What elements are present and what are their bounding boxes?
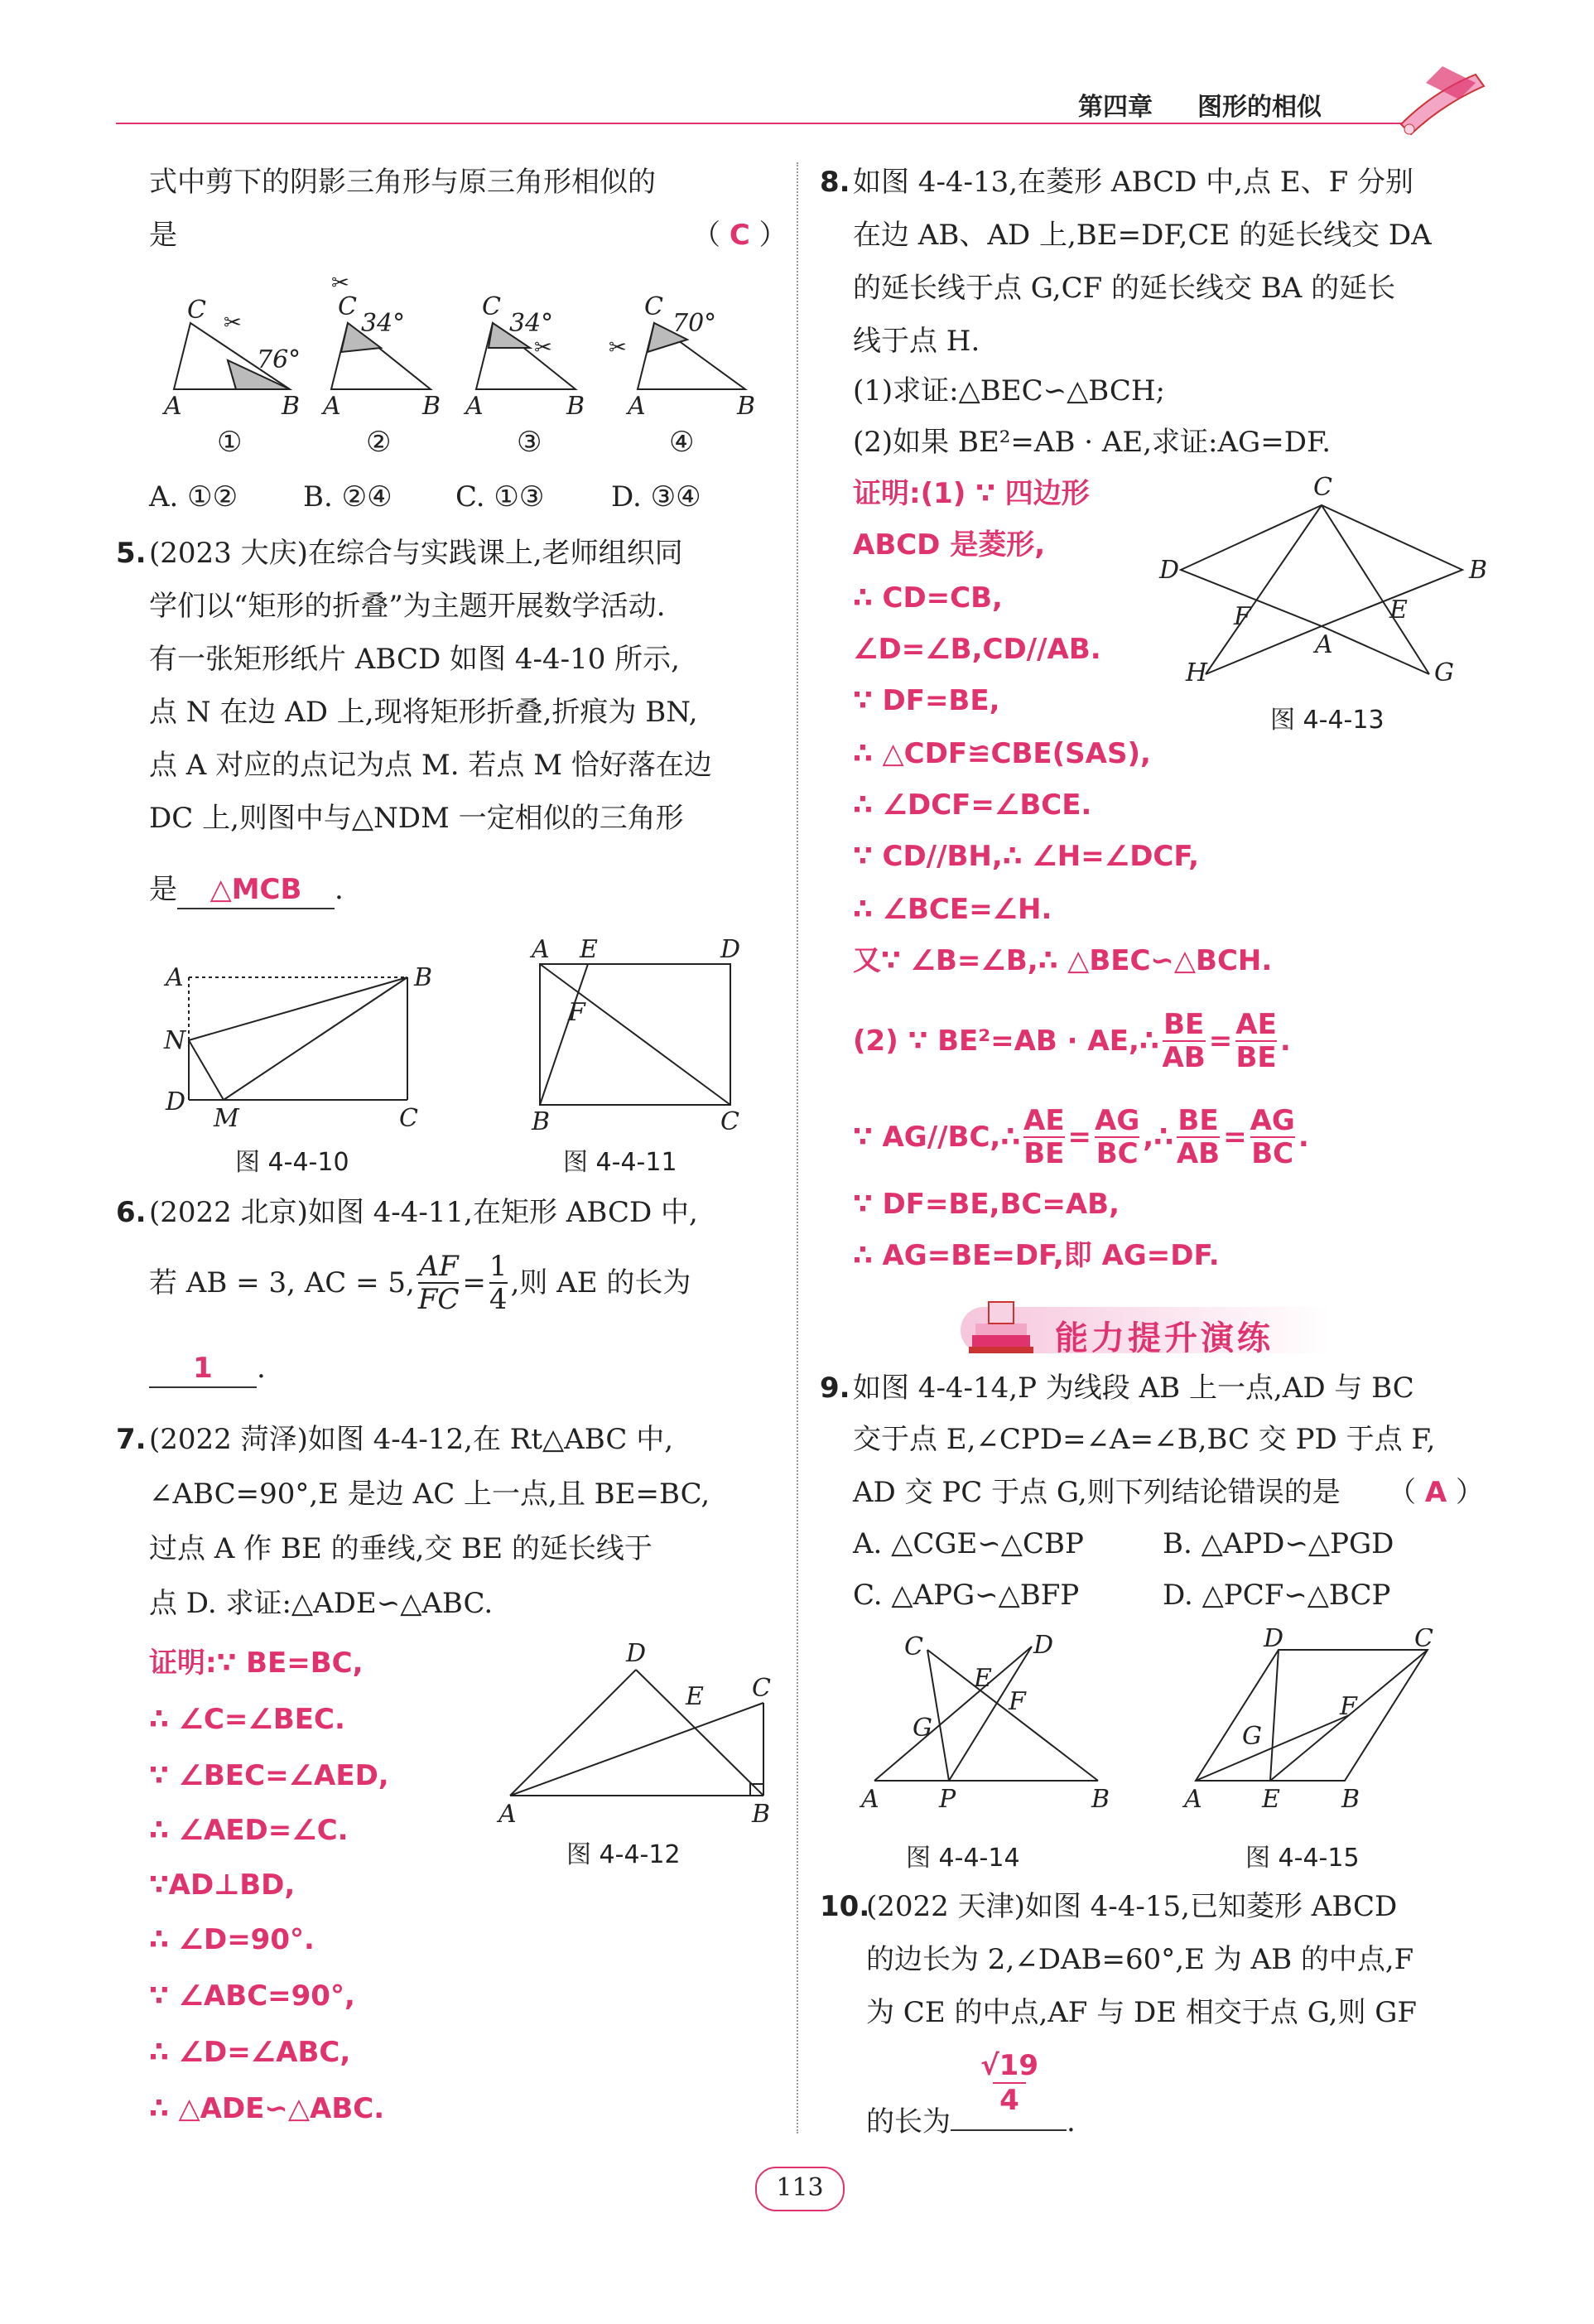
q7-line-1: (2022 菏泽)如图 4-4-12,在 Rt△ABC 中, xyxy=(149,1423,674,1456)
svg-text:B: B xyxy=(1091,1785,1110,1814)
svg-text:G: G xyxy=(1242,1722,1262,1751)
q7-proof-9: ∴ △ADE∽△ABC. xyxy=(149,2092,385,2125)
fig-4-4-14-caption: 图 4-4-14 xyxy=(906,1844,1020,1873)
book-stack-icon xyxy=(964,1297,1038,1360)
q10-pre: 的长为 xyxy=(866,2105,951,2138)
svg-text:B: B xyxy=(414,963,433,992)
q8-proof-7: ∴ ∠DCF=∠BCE. xyxy=(853,788,1092,822)
q4-fig-label-1: ① xyxy=(217,426,243,459)
svg-text:M: M xyxy=(214,1104,239,1131)
q8-p3-f2n: AG xyxy=(1095,1104,1140,1137)
fig-4-4-10-caption: 图 4-4-10 xyxy=(235,1148,349,1177)
svg-text:B: B xyxy=(422,392,441,421)
svg-text:F: F xyxy=(1234,602,1251,631)
q9-line-3: AD 交 PC 于点 G,则下列结论错误的是 xyxy=(853,1476,1341,1509)
svg-text:A: A xyxy=(498,1800,517,1829)
q7-proof-3: ∵ ∠BEC=∠AED, xyxy=(149,1759,389,1792)
q8-proof-2: ABCD 是菱形, xyxy=(853,528,1046,562)
svg-text:F: F xyxy=(568,998,585,1027)
q8-p3-frac1 xyxy=(1023,1105,1065,1169)
q8-proof-part2-d: ∴ AG=BE=DF,即 AG=DF. xyxy=(853,1239,1220,1272)
q4-option-c: C. ①③ xyxy=(455,480,545,513)
q8-proof-5: ∵ DF=BE, xyxy=(853,684,1000,717)
q8-proof-3: ∴ CD=CB, xyxy=(853,581,1003,615)
q8-p3-frac2 xyxy=(1095,1105,1139,1169)
q6-post: . xyxy=(257,1352,266,1385)
q8-proof-9: ∴ ∠BCE=∠H. xyxy=(853,893,1052,926)
svg-text:F: F xyxy=(1340,1692,1357,1721)
q8-proof-part2-c: ∵ DF=BE,BC=AB, xyxy=(853,1188,1120,1221)
svg-text:D: D xyxy=(1159,556,1180,585)
q5-line-4: 点 N 在边 AD 上,现将矩形折叠,折痕为 BN, xyxy=(149,696,698,729)
svg-text:E: E xyxy=(974,1664,992,1693)
q8-p2-frac2 xyxy=(1235,1009,1277,1073)
svg-text:C: C xyxy=(399,1104,418,1131)
q10-line-1: (2022 天津)如图 4-4-15,已知菱形 ABCD xyxy=(866,1890,1398,1923)
q8-p3-f4n: AG xyxy=(1250,1104,1295,1137)
q8-line-1: 如图 4-4-13,在菱形 ABCD 中,点 E、F 分别 xyxy=(853,166,1414,199)
q8-number: 8. xyxy=(820,166,850,199)
q9-option-a: A. △CGE∽△CBP xyxy=(853,1527,1084,1560)
svg-text:B: B xyxy=(737,392,756,421)
svg-text:C: C xyxy=(482,292,501,321)
scissors-icon: ✂ xyxy=(331,271,349,296)
q8-p3-f3n: BE xyxy=(1177,1104,1219,1137)
q7-proof-2: ∴ ∠C=∠BEC. xyxy=(149,1703,345,1736)
q8-sub-1: (1)求证:△BEC∽△BCH; xyxy=(853,374,1165,407)
q5-line-3: 有一张矩形纸片 ABCD 如图 4-4-10 所示, xyxy=(149,643,680,676)
svg-text:A: A xyxy=(1184,1785,1202,1814)
svg-text:D: D xyxy=(166,1087,186,1116)
q8-p2-post: . xyxy=(1279,1025,1291,1058)
svg-text:A: A xyxy=(166,963,184,992)
q6-eq: = xyxy=(462,1266,486,1299)
q5-line-2: 学们以“矩形的折叠”为主题开展数学活动. xyxy=(149,590,666,623)
svg-text:E: E xyxy=(580,935,598,964)
q8-line-3: 的延长线于点 G,CF 的延长线交 BA 的延长 xyxy=(853,272,1396,305)
svg-text:F: F xyxy=(1009,1687,1026,1716)
q6-frac2-num: 1 xyxy=(489,1250,508,1283)
q8-sub-2: (2)如果 BE²=AB · AE,求证:AG=DF. xyxy=(853,426,1332,459)
svg-text:B: B xyxy=(1469,556,1487,585)
q6-line-1: (2022 北京)如图 4-4-11,在矩形 ABCD 中, xyxy=(149,1196,698,1229)
q7-line-4: 点 D. 求证:△ADE∽△ABC. xyxy=(149,1587,494,1620)
scissors-icon: ✂ xyxy=(609,335,627,360)
svg-text:C: C xyxy=(752,1674,771,1703)
svg-text:D: D xyxy=(626,1639,647,1668)
q4-option-d: D. ③④ xyxy=(611,480,701,513)
q4-fig4 xyxy=(625,292,755,421)
q8-line-2: 在边 AB、AD 上,BE=DF,CE 的延长线交 DA xyxy=(853,219,1432,252)
q10-answer xyxy=(980,2049,1038,2117)
q8-p2-f2d: BE xyxy=(1235,1041,1277,1074)
q5-number: 5. xyxy=(116,537,147,570)
svg-text:A: A xyxy=(532,935,550,964)
svg-text:C: C xyxy=(644,292,663,321)
q6-line-2a: 若 AB = 3, AC = 5, xyxy=(149,1266,415,1299)
q9-option-c: C. △APG∽△BFP xyxy=(853,1579,1080,1612)
svg-text:C: C xyxy=(1414,1628,1433,1653)
fig-4-4-15 xyxy=(1179,1628,1452,1819)
q4-fig3 xyxy=(463,292,585,421)
page-number-badge xyxy=(755,2167,845,2211)
q8-proof-part2-b xyxy=(853,1105,1309,1169)
q5-line-6: DC 上,则图中与△NDM 一定相似的三角形 xyxy=(149,802,684,835)
q7-proof-6: ∴ ∠D=90°. xyxy=(149,1923,315,1956)
svg-text:G: G xyxy=(1434,658,1454,687)
svg-text:B: B xyxy=(752,1800,771,1829)
q6-frac2-den: 4 xyxy=(489,1283,508,1316)
svg-text:H: H xyxy=(1185,658,1207,687)
q4-option-b: B. ②④ xyxy=(303,480,392,513)
q8-p3-f3d: AB xyxy=(1176,1137,1221,1170)
q7-line-2: ∠ABC=90°,E 是边 AC 上一点,且 BE=BC, xyxy=(149,1478,710,1511)
q8-p3-f1n: AE xyxy=(1023,1104,1065,1137)
page-number: 113 xyxy=(776,2173,824,2202)
fig-4-4-12-caption: 图 4-4-12 xyxy=(566,1840,681,1869)
svg-text:A: A xyxy=(861,1785,879,1814)
q10-number: 10. xyxy=(820,1890,870,1923)
svg-text:A: A xyxy=(628,392,646,421)
svg-text:A: A xyxy=(1315,630,1333,659)
q8-p3-f4d: BC xyxy=(1251,1137,1294,1170)
svg-text:D: D xyxy=(1033,1631,1054,1660)
q8-p2-pre: (2) ∵ BE²=AB · AE,∴ xyxy=(853,1025,1159,1058)
q9-number: 9. xyxy=(820,1372,850,1405)
svg-text:B: B xyxy=(282,392,301,421)
q5-answer-line xyxy=(149,871,344,909)
q8-p2-f2n: AE xyxy=(1235,1008,1277,1041)
svg-text:B: B xyxy=(532,1107,551,1133)
q8-p3-eq2: = xyxy=(1223,1121,1247,1154)
q8-proof-6: ∴ △CDF≌CBE(SAS), xyxy=(853,737,1151,770)
q8-p2-frac1 xyxy=(1163,1009,1206,1073)
q8-p3-f1d: BE xyxy=(1023,1137,1065,1170)
header-rule xyxy=(116,123,1424,124)
q9-answer-bracket: （ A ） xyxy=(1388,1476,1484,1509)
svg-text:E: E xyxy=(686,1682,704,1711)
fig-4-4-15-caption: 图 4-4-15 xyxy=(1245,1844,1360,1873)
q6-answer-line xyxy=(149,1350,266,1388)
q7-proof-4: ∴ ∠AED=∠C. xyxy=(149,1814,349,1847)
q8-p3-f2d: BC xyxy=(1096,1137,1139,1170)
q10-answer-line xyxy=(866,2104,1076,2140)
svg-text:A: A xyxy=(465,392,484,421)
column-divider xyxy=(797,162,798,2134)
svg-text:E: E xyxy=(1262,1785,1280,1814)
svg-text:B: B xyxy=(566,392,585,421)
fig-4-4-11-caption: 图 4-4-11 xyxy=(563,1148,677,1177)
q6-line-2b: ,则 AE 的长为 xyxy=(510,1266,691,1299)
q10-post: . xyxy=(1067,2105,1076,2138)
q4-fig2 xyxy=(320,292,441,421)
q10-line-3: 为 CE 的中点,AF 与 DE 相交于点 G,则 GF xyxy=(866,1996,1418,2029)
q4-fig-label-3: ③ xyxy=(517,426,542,459)
q4-angle-4: 70° xyxy=(672,309,717,338)
q8-p2-f1d: AB xyxy=(1162,1041,1206,1074)
svg-text:E: E xyxy=(1389,595,1408,624)
q5-pre: 是 xyxy=(149,873,177,906)
fig-4-4-13-caption: 图 4-4-13 xyxy=(1270,706,1385,735)
fig-4-4-10 xyxy=(157,957,439,1131)
q9-line-2: 交于点 E,∠CPD=∠A=∠B,BC 交 PD 于点 F, xyxy=(853,1423,1436,1456)
q4-text-line2: 是 xyxy=(149,219,177,252)
svg-text:A: A xyxy=(323,392,341,421)
scissors-icon: ✂ xyxy=(534,335,552,360)
q4-text-line1: 式中剪下的阴影三角形与原三角形相似的 xyxy=(149,166,656,199)
q7-line-3: 过点 A 作 BE 的垂线,交 BE 的延长线于 xyxy=(149,1532,653,1565)
svg-text:C: C xyxy=(338,292,357,321)
svg-text:C: C xyxy=(1313,473,1332,502)
pencil-book-icon xyxy=(1385,58,1492,141)
q5-line-1: (2023 大庆)在综合与实践课上,老师组织同 xyxy=(149,537,683,570)
q6-fraction-1-4 xyxy=(489,1251,508,1315)
q7-proof-1: 证明:∵ BE=BC, xyxy=(149,1647,364,1680)
svg-text:N: N xyxy=(164,1026,186,1055)
fig-4-4-13 xyxy=(1156,467,1487,707)
q10-answer-num: √19 xyxy=(980,2049,1038,2082)
q8-p3-pre: ∵ AG//BC,∴ xyxy=(853,1121,1020,1154)
q8-p3-frac4 xyxy=(1250,1105,1295,1169)
q4-fig-label-2: ② xyxy=(366,426,392,459)
header-title: 图形的相似 xyxy=(1197,93,1322,122)
header-chapter: 第四章 xyxy=(1078,93,1153,122)
q7-proof-7: ∵ ∠ABC=90°, xyxy=(149,1979,355,2013)
section-banner-title: 能力提升演练 xyxy=(1055,1319,1274,1357)
q8-proof-4: ∠D=∠B,CD//AB. xyxy=(853,633,1101,666)
fig-4-4-12 xyxy=(494,1637,783,1835)
q8-proof-part2-a xyxy=(853,1009,1291,1073)
svg-text:C: C xyxy=(720,1107,739,1133)
svg-text:D: D xyxy=(720,935,741,964)
svg-text:C: C xyxy=(904,1632,923,1661)
q4-angle-2: 34° xyxy=(361,309,406,338)
q4-answer-bracket: （ C ） xyxy=(692,219,787,252)
q6-fraction-af-fc xyxy=(418,1251,460,1315)
fig-4-4-11 xyxy=(522,934,745,1133)
q7-proof-5: ∵AD⊥BD, xyxy=(149,1868,296,1902)
q9-answer: A xyxy=(1424,1476,1447,1509)
fig-4-4-14 xyxy=(858,1628,1123,1819)
q4-answer: C xyxy=(729,219,750,252)
q8-p2-eq: = xyxy=(1208,1025,1233,1058)
q7-number: 7. xyxy=(116,1423,147,1456)
svg-text:G: G xyxy=(913,1714,932,1743)
q6-number: 6. xyxy=(116,1196,147,1229)
q4-fig-label-4: ④ xyxy=(669,426,695,459)
q6-frac1-den: FC xyxy=(417,1283,460,1316)
q8-p3-frac3 xyxy=(1177,1105,1220,1169)
svg-text:A: A xyxy=(164,392,182,421)
q5-answer: △MCB xyxy=(209,873,302,906)
q8-line-4: 线于点 H. xyxy=(853,325,980,358)
q8-p3-post: . xyxy=(1298,1121,1309,1154)
q9-line-1: 如图 4-4-14,P 为线段 AB 上一点,AD 与 BC xyxy=(853,1372,1414,1405)
q5-post: . xyxy=(335,873,344,906)
q8-proof-10: 又∵ ∠B=∠B,∴ △BEC∽△BCH. xyxy=(853,944,1273,977)
q8-proof-1: 证明:(1) ∵ 四边形 xyxy=(853,477,1090,510)
q6-line-2 xyxy=(149,1251,691,1315)
q8-p2-f1n: BE xyxy=(1163,1008,1205,1041)
q6-answer: 1 xyxy=(193,1352,213,1385)
scissors-icon: ✂ xyxy=(224,311,242,335)
svg-text:P: P xyxy=(939,1785,956,1814)
q8-p3-mid: ,∴ xyxy=(1143,1121,1173,1154)
q10-answer-den: 4 xyxy=(993,2082,1026,2117)
q8-proof-8: ∵ CD//BH,∴ ∠H=∠DCF, xyxy=(853,840,1200,873)
q8-p3-eq: = xyxy=(1067,1121,1092,1154)
q4-angle-1: 76° xyxy=(257,345,301,374)
q6-frac1-num: AF xyxy=(418,1250,459,1283)
q7-proof-8: ∴ ∠D=∠ABC, xyxy=(149,2036,351,2069)
svg-text:B: B xyxy=(1341,1785,1360,1814)
svg-text:D: D xyxy=(1264,1628,1284,1653)
q10-line-2: 的边长为 2,∠DAB=60°,E 为 AB 的中点,F xyxy=(866,1943,1414,1976)
q9-option-b: B. △APD∽△PGD xyxy=(1163,1527,1394,1560)
q4-option-a: A. ①② xyxy=(149,480,238,513)
q4-angle-3: 34° xyxy=(509,309,554,338)
q9-option-d: D. △PCF∽△BCP xyxy=(1163,1579,1391,1612)
q5-line-5: 点 A 对应的点记为点 M. 若点 M 恰好落在边 xyxy=(149,749,712,782)
svg-text:C: C xyxy=(187,296,206,325)
